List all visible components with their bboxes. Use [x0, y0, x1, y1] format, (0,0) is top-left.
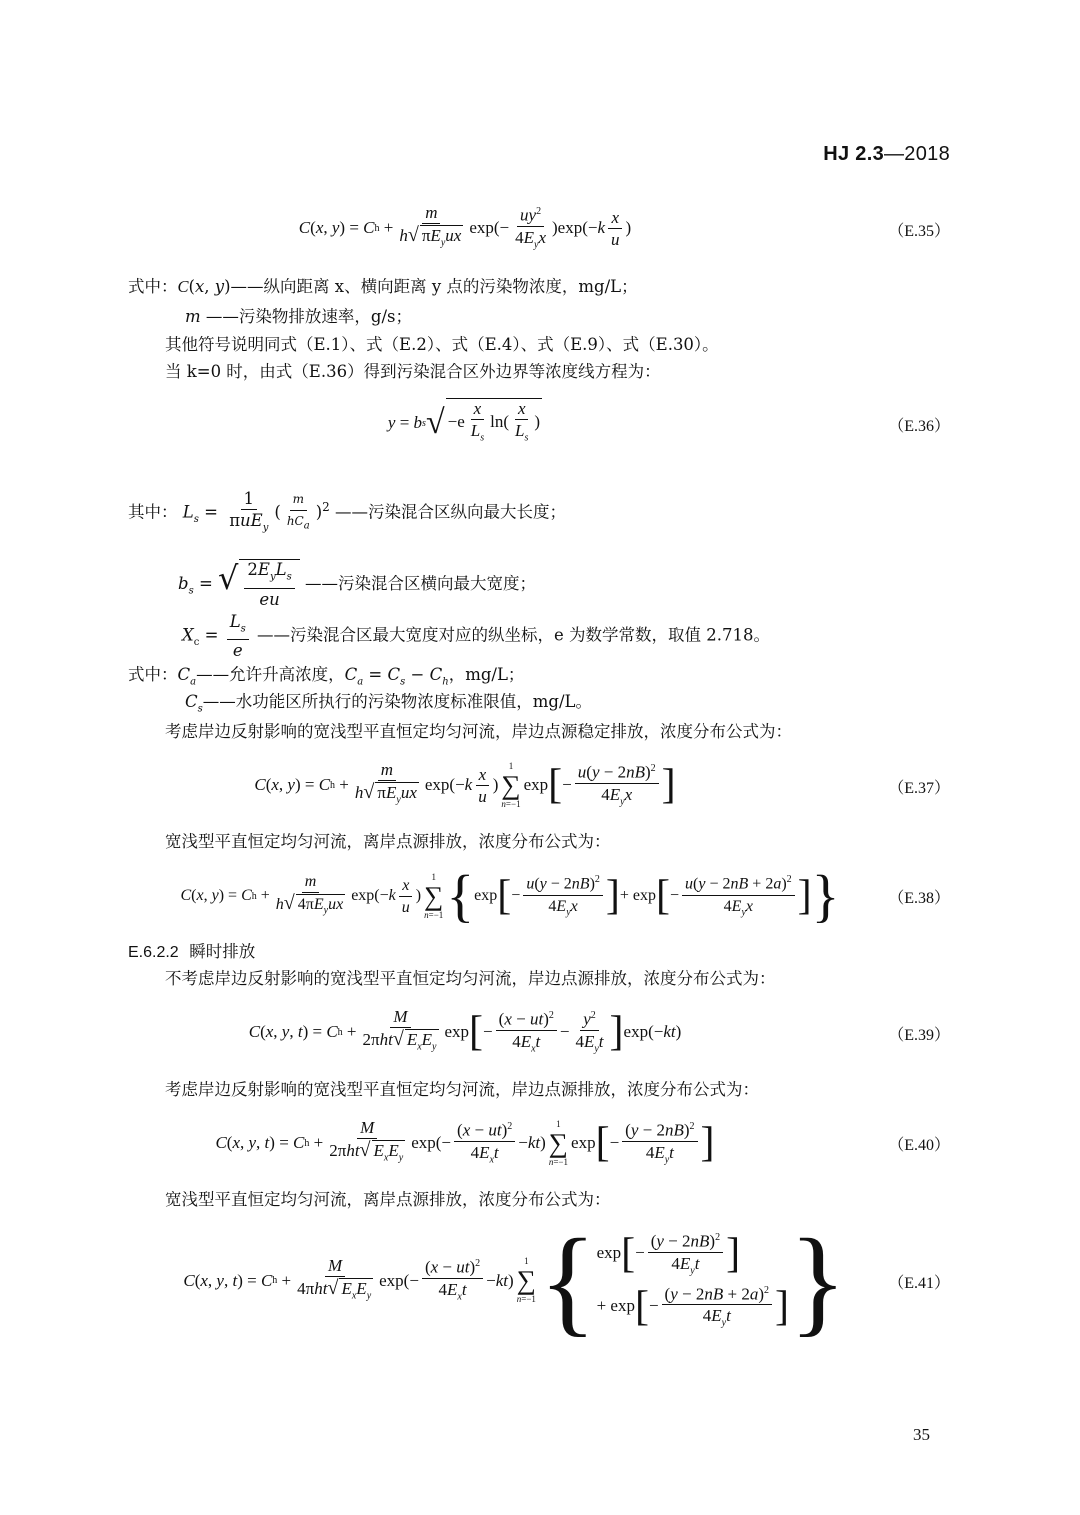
k0-intro-line: 当 k=0 时，由式（E.36）得到污染混合区外边界等浓度线方程为：	[165, 362, 661, 381]
other-symbols-line: 其他符号说明同式（E.1）、式（E.2）、式（E.4）、式（E.9）、式（E.30）。	[165, 335, 719, 354]
equation-e36: y = b s √ −e $\frac{x}{L_s}$ ln( $\frac{x}{L_s}$ )	[170, 398, 760, 448]
intro-e39: 不考虑岸边反射影响的宽浅型平直恒定均匀河流，岸边点源排放，浓度分布公式为：	[165, 969, 776, 988]
eq-number-e40: （E.40）	[888, 1137, 950, 1154]
equation-e41: C ( x , y , t ) = C h + $\frac{M}{4\pi ht√ E_xE_y}$ exp(− $\frac{(x - ut)^2}{4E_xt}$ − kt ) 1 ∑ n=−1 { exp[− $\frac{(y - 2nB)^2}{4E_yt}$ ] + exp[− $\frac{(y - 2nB + 2a)^2}{4E_yt}$ ] }	[183, 1213, 847, 1347]
among-ls-line: 其中： $L_s$ = $\frac{1}{\pi uE_y}$ ( $\frac{m}{hC_a}$ )$^2$ ——污染混合区纵向最大长度；	[128, 488, 567, 534]
bs-line: $b_s$ = √ $\frac{2E_yL_s}{eu}$ ——污染混合区横向最大宽度；	[178, 559, 536, 609]
section-heading-e622	[128, 940, 255, 965]
eq-number-e36: （E.36）	[888, 418, 950, 435]
ca-unit: ，mg/L；	[448, 665, 525, 684]
where1-a-text: ——纵向距离 x、横向距离 y 点的污染物浓度，mg/L；	[230, 277, 638, 296]
where-cs-line: $C_s——$水功能区所执行的污染物浓度标准限值，mg/L。	[185, 692, 592, 715]
where-ca-line: 式中：$C_a——$允许升高浓度，$C_a = C_s - C_h$，mg/L；	[128, 665, 525, 688]
bs-desc: ——污染混合区横向最大宽度；	[304, 574, 536, 593]
eq-number-e41: （E.41）	[888, 1275, 950, 1292]
where1-b-text: ——污染物排放速率，g/s；	[205, 307, 412, 326]
eq-number-e39: （E.39）	[888, 1027, 950, 1044]
section-title: 瞬时排放	[189, 942, 256, 961]
doc-code: HJ 2.3	[823, 143, 884, 165]
eq-number-e35: （E.35）	[888, 223, 950, 240]
where2-label: 式中：	[128, 665, 178, 684]
ls-desc: ——污染混合区纵向最大长度；	[335, 502, 567, 522]
among-label: 其中：	[128, 502, 178, 522]
equation-e40: C ( x , y , t ) = C h + $\frac{M}{2\pi ht√ E_xE_y}$ exp(− $\frac{(x - ut)^2}{4E_xt}$ − kt ) 1 ∑ n=−1 exp [ − $\frac{(y - 2nB)^2}{4E_yt}$ ]	[215, 1118, 715, 1167]
doc-year: —2018	[884, 143, 950, 165]
cs-desc: ——水功能区所执行的污染物浓度标准限值，mg/L。	[202, 692, 592, 711]
eq-number-e37: （E.37）	[888, 780, 950, 797]
intro-e41: 宽浅型平直恒定均匀河流，离岸点源排放，浓度分布公式为：	[165, 1190, 611, 1209]
intro-e40: 考虑岸边反射影响的宽浅型平直恒定均匀河流，岸边点源排放，浓度分布公式为：	[165, 1080, 759, 1099]
eq-number-e38: （E.38）	[888, 890, 950, 907]
equation-e38: C ( x , y ) = C h + $\frac{m}{h√ 4\pi E_yux}$ exp(− k $\frac{x}{u}$ ) 1 ∑ n=−1 { exp [ − $\frac{u(y - 2nB)^2}{4E_yx}$ ] + exp [ − $\frac{u(y - 2nB + 2a)^2}{4E_yx}$ ] }	[180, 863, 840, 928]
where-line-1: 式中：C(x, y)——纵向距离 x、横向距离 y 点的污染物浓度，mg/L；	[128, 277, 638, 296]
ca-desc: ——允许升高浓度，	[196, 665, 345, 684]
equation-e35: C ( x , y ) = C h + $\frac{m}{h√ \pi E_yux}$ exp(− $\frac{uy^2}{4E_yx}$ )exp(− k $\frac{x}{u}$ )	[170, 205, 760, 251]
page-number: 35	[913, 1425, 930, 1444]
intro-e37: 考虑岸边反射影响的宽浅型平直恒定均匀河流，岸边点源稳定排放，浓度分布公式为：	[165, 722, 792, 741]
section-number: E.6.2.2	[128, 944, 179, 961]
equation-e37: C ( x , y ) = C h + $\frac{m}{h√ \pi E_yux}$ exp(− k $\frac{x}{u}$ ) 1 ∑ n=−1 exp [ − $\frac{u(y - 2nB)^2}{4E_yx}$ ]	[254, 760, 676, 809]
where-line-2: m ——污染物排放速率，g/s；	[185, 307, 412, 326]
equation-e39: C ( x , y , t ) = C h + $\frac{M}{2\pi ht√ E_xE_y}$ exp [ − $\frac{(x - ut)^2}{4E_xt}$ − $\frac{y^2}{4E_yt}$ ] exp(− kt )	[248, 1007, 682, 1055]
doc-header	[823, 143, 950, 166]
intro-e38: 宽浅型平直恒定均匀河流，离岸点源排放，浓度分布公式为：	[165, 832, 611, 851]
xc-desc: ——污染混合区最大宽度对应的纵坐标，e 为数学常数，取值 2.718。	[257, 625, 771, 645]
where-label: 式中：	[128, 277, 178, 296]
xc-line: $X_c$ = $\frac{L_s}{e}$ ——污染混合区最大宽度对应的纵坐标，e 为数学常数，取值 2.718。	[182, 612, 771, 661]
